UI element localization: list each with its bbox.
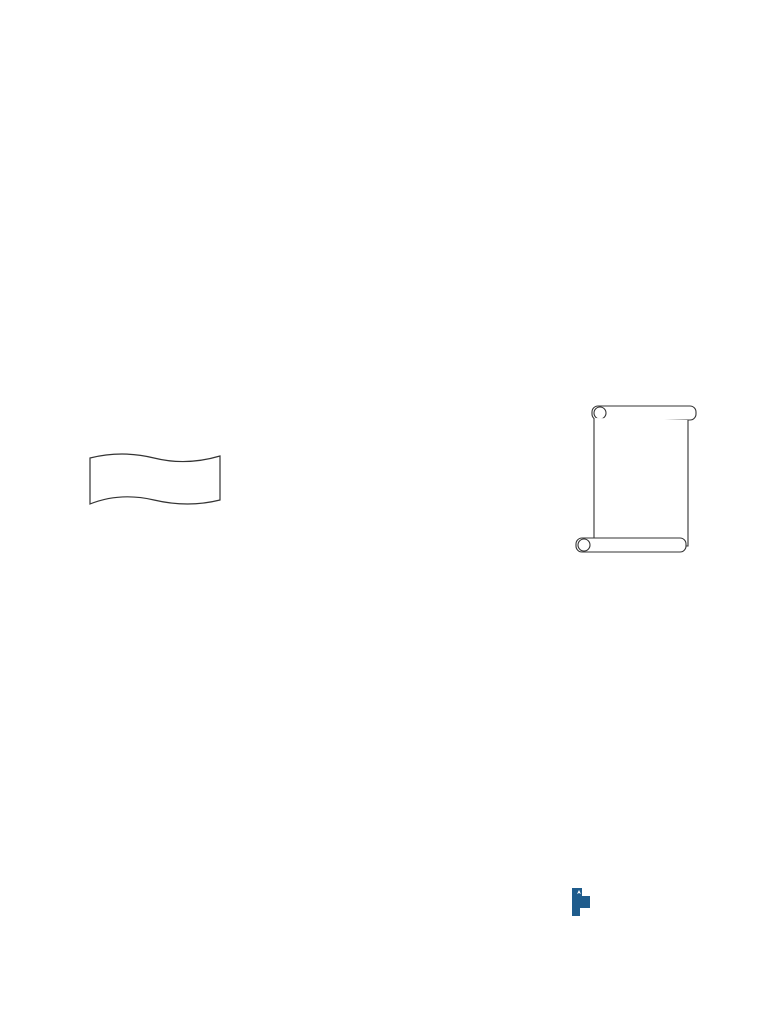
ages-banner-shape — [84, 448, 226, 512]
scroll-shape — [570, 400, 710, 560]
event-title-banner — [40, 102, 730, 212]
baldwin-city-logo — [568, 884, 688, 940]
